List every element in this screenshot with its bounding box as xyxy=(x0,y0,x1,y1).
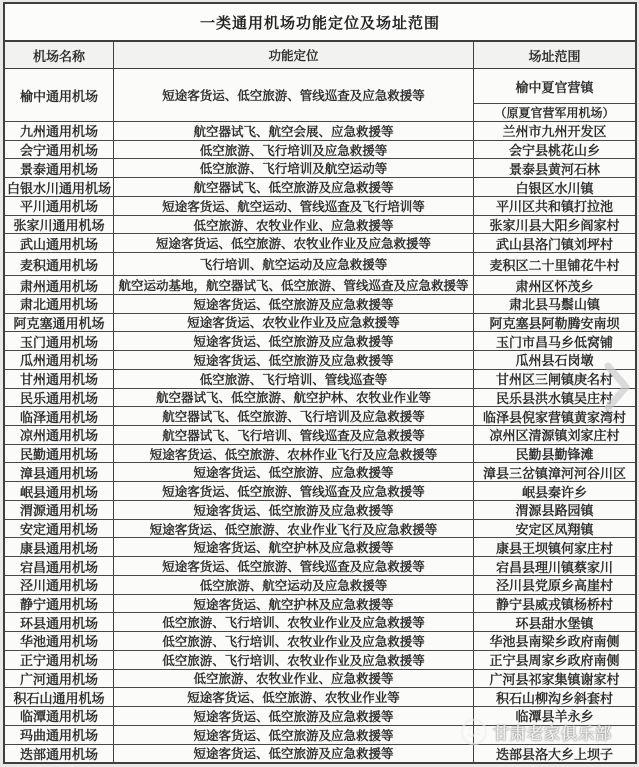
airport-name-cell: 瓜州通用机场 xyxy=(5,351,114,369)
table-row xyxy=(5,726,635,745)
table-row xyxy=(5,370,635,389)
function-cell: 低空旅游、飞行培训、农牧业作业及应急救援等 xyxy=(114,613,474,631)
function-cell: 低空旅游、农牧业作业、应急救援等 xyxy=(114,216,474,234)
table-row xyxy=(5,745,635,763)
function-cell: 短途客货运、航空护林及应急救援等 xyxy=(114,595,474,613)
site-cell: 静宁县威戎镇杨桥村 xyxy=(495,597,613,612)
table-row xyxy=(5,159,635,178)
airport-name-cell: 华池通用机场 xyxy=(5,632,114,650)
airport-name-cell: 宕昌通用机场 xyxy=(5,557,114,575)
table-row xyxy=(5,216,635,235)
table-row xyxy=(5,576,635,595)
site-cell: 泾川县党原乡高崖村 xyxy=(495,578,613,594)
table-header-row xyxy=(5,42,635,69)
table-row xyxy=(5,482,635,501)
function-cell: 低空旅游、飞行培训、农牧业作业及应急救援等 xyxy=(114,632,474,650)
function-cell: 低空旅游、飞行培训及航空运动等 xyxy=(114,159,474,177)
airport-name-cell: 安定通用机场 xyxy=(5,520,114,538)
airport-name-cell: 康县通用机场 xyxy=(5,538,114,556)
function-cell: 航空器试飞、航空会展、应急救援等 xyxy=(114,122,474,140)
function-cell: 低空旅游、飞行培训、农牧业作业及应急救援等 xyxy=(114,651,474,669)
airport-name-cell: 景泰通用机场 xyxy=(5,159,114,177)
table-row xyxy=(5,197,635,216)
airport-name-cell: 临泽通用机场 xyxy=(5,407,114,425)
table-row xyxy=(5,688,635,707)
site-cell: 民乐县洪水镇吴庄村 xyxy=(495,390,613,406)
airport-name-cell: 正宁通用机场 xyxy=(5,651,114,669)
function-cell: 短途客货运、低空旅游及应急救援等 xyxy=(114,351,474,369)
table-row xyxy=(5,351,635,370)
table-row xyxy=(5,595,635,614)
site-cell: 肃北县马鬃山镇 xyxy=(508,297,600,313)
airport-name-cell: 民乐通用机场 xyxy=(5,389,114,407)
function-cell: 航空运动基地，航空器试飞、低空旅游、管线巡查及应急救援等 xyxy=(114,276,474,294)
airport-name-cell: 静宁通用机场 xyxy=(5,595,114,613)
function-cell: 航空器试飞、低空旅游、航空护林、农牧业作业等 xyxy=(114,389,474,407)
airport-name-cell: 广河通用机场 xyxy=(5,670,114,688)
table-row xyxy=(5,276,635,295)
table-row xyxy=(5,69,635,122)
site-cell: 瓜州县石岗墩 xyxy=(515,353,594,369)
function-cell: 短途客货运、低空旅游、农业作业飞行及应急救援等 xyxy=(114,520,474,538)
function-cell: 短途客货运、航空运动、管线巡查及飞行培训等 xyxy=(114,197,474,215)
airport-name-cell: 张家川通用机场 xyxy=(5,216,114,234)
function-cell: 短途客货运、低空旅游及应急救援等 xyxy=(114,332,474,350)
function-cell: 低空旅游、飞行培训及应急救援等 xyxy=(114,141,474,159)
airport-name-cell: 甘州通用机场 xyxy=(5,370,114,388)
table-row xyxy=(5,538,635,557)
site-main-text: 榆中夏官营镇 xyxy=(515,79,594,95)
airport-name-cell: 肃州通用机场 xyxy=(5,276,114,294)
site-cell: 甘州区三闸镇庚名村 xyxy=(495,372,613,388)
function-cell: 航空器试飞、低空旅游、飞行培训及应急救援等 xyxy=(114,407,474,425)
function-cell: 短途客货运、农牧业作业及应急救援等 xyxy=(114,314,474,332)
table-row xyxy=(5,670,635,689)
table-row xyxy=(5,707,635,726)
header-function: 功能定位 xyxy=(114,42,474,68)
function-cell: 短途客货运、低空旅游、管线巡查及应急救援等 xyxy=(114,557,474,575)
site-cell: 华池县南梁乡政府南侧 xyxy=(489,634,620,650)
site-cell: 阿克塞县阿勒腾安南坝 xyxy=(489,315,620,331)
site-cell: 白银区水川镇 xyxy=(515,180,594,196)
function-cell: 短途客货运、低空旅游、管线巡查及应急救援等 xyxy=(114,69,474,121)
site-cell: 岷县秦许乡 xyxy=(521,484,587,500)
table-row xyxy=(5,463,635,482)
function-cell: 短途客货运、低空旅游及应急救援等 xyxy=(114,726,474,744)
function-cell: 短途客货运、低空旅游、应急救援等 xyxy=(114,463,474,481)
airport-name-cell: 玛曲通用机场 xyxy=(5,726,114,744)
airport-table-sheet xyxy=(3,2,637,764)
site-cell: 平川区共和镇打拉池 xyxy=(495,199,613,215)
function-cell: 低空旅游、农牧业作业、应急救援等 xyxy=(114,670,474,688)
site-cell: 会宁县桃花山乡 xyxy=(508,143,600,159)
site-cell: 兰州市九州开发区 xyxy=(502,124,607,140)
site-cell: 临潭县羊永乡 xyxy=(515,709,594,725)
function-cell: 短途客货运、低空旅游及应急救援等 xyxy=(114,501,474,519)
airport-name-cell: 凉州通用机场 xyxy=(5,426,114,444)
page-title: 一类通用机场功能定位及场址范围 xyxy=(5,4,635,42)
site-cell: 景泰县黄河石林 xyxy=(508,161,600,177)
table-row xyxy=(5,389,635,408)
airport-name-cell: 泾川通用机场 xyxy=(5,576,114,594)
airport-name-cell: 九州通用机场 xyxy=(5,122,114,140)
airport-name-cell: 临潭通用机场 xyxy=(5,707,114,725)
table-row xyxy=(5,557,635,576)
site-cell: 康县王坝镇何家庄村 xyxy=(495,540,613,556)
function-cell: 航空器试飞、飞行培训、管线巡查及应急救援等 xyxy=(114,426,474,444)
table-row xyxy=(5,234,635,253)
site-cell: 民勤县勤锋滩 xyxy=(515,447,594,463)
table-row xyxy=(5,141,635,160)
header-airport-name: 机场名称 xyxy=(5,42,114,68)
site-cell: 肃州区怀茂乡 xyxy=(515,278,594,294)
airport-name-cell: 民勤通用机场 xyxy=(5,445,114,463)
function-cell: 低空旅游、飞行培训、管线巡查等 xyxy=(114,370,474,388)
table-row xyxy=(5,501,635,520)
function-cell: 短途客货运、低空旅游及应急救援等 xyxy=(114,295,474,313)
table-row xyxy=(5,632,635,651)
function-cell: 短途客货运、低空旅游、管线巡查及应急救援等 xyxy=(114,482,474,500)
site-cell xyxy=(474,726,635,744)
function-cell: 低空旅游、航空运动及应急救援等 xyxy=(114,576,474,594)
airport-name-cell: 麦积通用机场 xyxy=(5,253,114,275)
site-cell: 玉门市昌马乡低窝铺 xyxy=(495,334,613,350)
airport-name-cell: 平川通用机场 xyxy=(5,197,114,215)
table-row xyxy=(5,295,635,314)
function-cell: 短途客货运、低空旅游、农牧业作业及应急救援等 xyxy=(114,234,474,252)
function-cell: 航空器试飞、低空旅游及应急救援等 xyxy=(114,178,474,196)
function-cell: 短途客货运、低空旅游及应急救援等 xyxy=(114,707,474,725)
function-cell: 短途客货运、低空旅游、农牧业作业等 xyxy=(114,688,474,706)
table-row xyxy=(5,178,635,197)
function-cell: 短途客货运、低空旅游、农林作业飞行及应急救援等 xyxy=(114,445,474,463)
site-cell: 环县甜水堡镇 xyxy=(515,615,594,631)
airport-name-cell: 环县通用机场 xyxy=(5,613,114,631)
site-cell: 临泽县倪家营镇黄家湾村 xyxy=(482,409,626,425)
header-site: 场址范围 xyxy=(528,48,581,64)
table-row xyxy=(5,651,635,670)
site-cell: 张家川县大阳乡阎家村 xyxy=(489,218,620,234)
site-cell: 武山县洛门镇刘坪村 xyxy=(495,236,613,252)
next-page-arrow-icon[interactable] xyxy=(603,362,631,412)
site-note-text: （原夏官营军用机场） xyxy=(474,103,635,121)
watermark-text: 甘肃老家俱乐部 xyxy=(493,725,613,743)
site-cell: 宕昌县理川镇蔡家川 xyxy=(495,559,613,575)
table-row xyxy=(5,520,635,539)
table-row xyxy=(5,613,635,632)
site-cell xyxy=(474,69,635,121)
table-body xyxy=(5,69,635,762)
table-row xyxy=(5,407,635,426)
table-row xyxy=(5,426,635,445)
site-cell: 正宁县周家乡政府南侧 xyxy=(489,653,620,669)
table-row xyxy=(5,445,635,464)
airport-name-cell: 玉门通用机场 xyxy=(5,332,114,350)
airport-name-cell: 武山通用机场 xyxy=(5,234,114,252)
table-row xyxy=(5,332,635,351)
airport-name-cell: 阿克塞通用机场 xyxy=(5,314,114,332)
table-row xyxy=(5,314,635,333)
site-cell: 麦积区二十里铺花牛村 xyxy=(489,257,620,273)
site-cell: 迭部县洛大乡上坝子 xyxy=(495,746,613,762)
airport-name-cell: 漳县通用机场 xyxy=(5,463,114,481)
airport-name-cell: 肃北通用机场 xyxy=(5,295,114,313)
airport-name-cell: 榆中通用机场 xyxy=(5,69,114,121)
site-cell: 安定区凤翔镇 xyxy=(515,522,594,538)
airport-name-cell: 白银水川通用机场 xyxy=(5,178,114,196)
site-cell: 广河县祁家集镇谢家村 xyxy=(489,671,620,687)
site-cell: 渭源县路园镇 xyxy=(515,503,594,519)
table-row xyxy=(5,122,635,141)
airport-name-cell: 积石山通用机场 xyxy=(5,688,114,706)
function-cell: 短途客货运、低空旅游及应急救援等 xyxy=(114,745,474,763)
airport-name-cell: 岷县通用机场 xyxy=(5,482,114,500)
function-cell: 飞行培训、航空运动及应急救援等 xyxy=(114,253,474,275)
site-cell: 漳县三岔镇漳河河谷川区 xyxy=(482,465,626,481)
airport-name-cell: 会宁通用机场 xyxy=(5,141,114,159)
function-cell: 短途客货运、航空护林及应急救援等 xyxy=(114,538,474,556)
site-cell: 凉州区清源镇刘家庄村 xyxy=(489,428,620,444)
site-cell: 积石山柳沟乡斜套村 xyxy=(495,690,613,706)
airport-name-cell: 迭部通用机场 xyxy=(5,745,114,763)
airport-name-cell: 渭源通用机场 xyxy=(5,501,114,519)
table-row xyxy=(5,253,635,276)
